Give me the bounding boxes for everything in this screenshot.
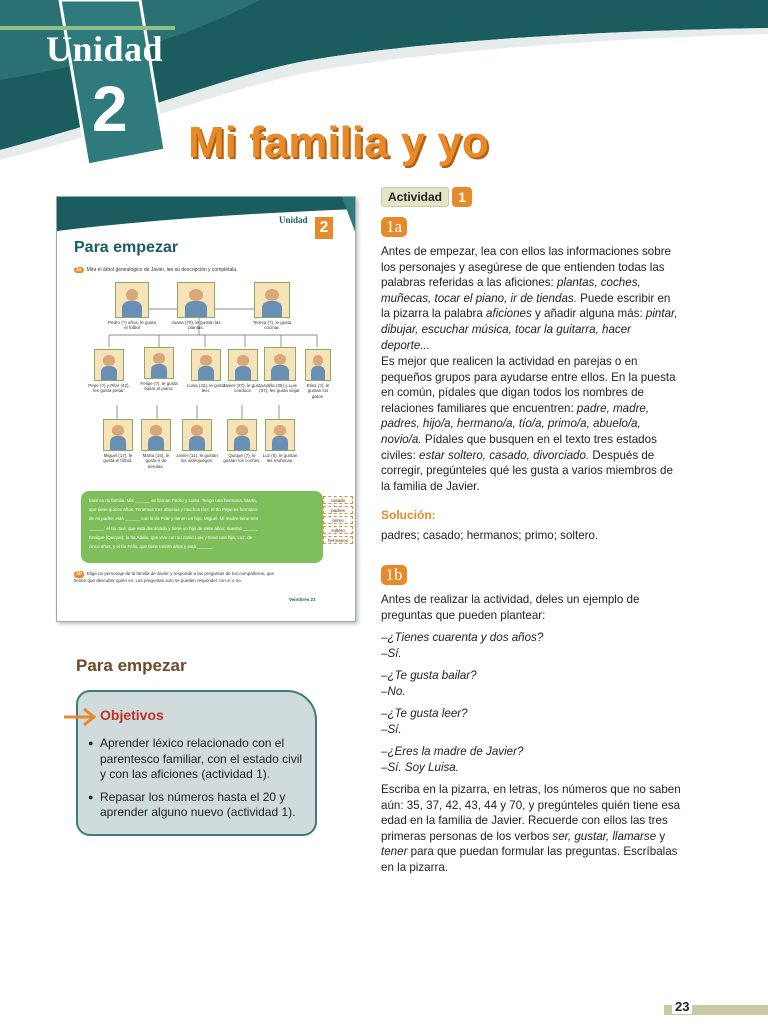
unit-number: 2 <box>92 73 128 145</box>
thumbnail-badge-1a: 1a <box>76 267 82 273</box>
word-bank-item: hermanos <box>323 536 353 544</box>
tree-person: Quique (7), le gustan los coches. <box>223 419 261 464</box>
tree-person: Pepe (?) y Pilar (42), les gusta pintar. <box>87 349 131 394</box>
thumbnail-part-b: 1b Elige un personaje de la familia de Javier y responde a las preguntas de tus compañeros, que tienen que descubrir quién es. Las preguntas solo se pueden responder con sí o no. <box>74 571 274 583</box>
thumbnail-word-bank <box>323 496 353 546</box>
activity-1b-paragraph: Escriba en la pizarra, en letras, los números que no saben aún: 35, 37, 42, 43, 44 y 70, y pregúnteles quién tiene esa edad en la familia de Javier. Recuerde con ellos las tres primeras personas de los verbos ser, gustar, llamarse y tener para que puedan formular las preguntas. Escríbalas en la pizarra. <box>381 783 681 874</box>
section-title: Para empezar <box>76 656 187 675</box>
activity-header <box>381 187 472 207</box>
dialogue-block: –¿Eres la madre de Javier? –Sí. Soy Luisa. <box>381 745 524 774</box>
tree-person: Marta (15), le gusta ir de tiendas. <box>137 419 175 469</box>
badge-1b: 1b <box>381 565 407 585</box>
word-bank-item: casado <box>323 496 353 504</box>
page-number: 23 <box>672 999 692 1014</box>
word-bank-item: primo <box>323 516 353 524</box>
word-bank-item: soltero <box>323 526 353 534</box>
activity-1b-intro: Antes de realizar la actividad, deles un ejemplo de preguntas que pueden plantear: <box>381 593 640 622</box>
thumbnail-unit-number: 2 <box>315 217 333 239</box>
dialogue-block: –¿Te gusta bailar? –No. <box>381 669 477 698</box>
arrow-icon <box>62 707 98 727</box>
thumbnail-heading: Para empezar <box>74 239 179 256</box>
word-bank-item: padres <box>323 506 353 514</box>
activity-1a-paragraph-2: Es mejor que realicen la actividad en parejas o en pequeños grupos para ayudarse entre ellos. En la puesta en común, pídales que digan todos los nombres de relaciones familiares que encuentren: padre, madre, padres, hijo/a, hermano/a, tío/a, primo/a, abuelo/a, novio/a. Pídales que busquen en el texto tres estados civiles: estar soltero, casado, divorciado. Después de corregir, pregúnteles qué les gusta a varios miembros de la familia de Javier. <box>381 355 676 493</box>
objective-item: ● Repasar los números hasta el 20 y aprender alguno nuevo (actividad 1). <box>88 790 310 821</box>
thumbnail-paragraph-box: Este es mi familia. Mis ______ se llaman Pedro y Luisa. Tengo una hermana, Marta, que tiene quince años. Tenemos tres abuelos y muchos tíos: el tío Pepe es hermano de mi padre; está ______ con la tía Pilar y tienen un hijo, Miguel. Mi madre tiene tres ______: el tío Javi, que está divorciado y tiene un hijo de siete años; nuestro ______ Enrique (Quique); la tía Adela, que vive con su novio Luis y tiene una hija, Luz, de cinco años, y el tío Félix, que tiene treinta años y está ______. <box>81 491 323 563</box>
tree-person: Adela (35) y Luis (37), les gusta viajar. <box>259 347 301 394</box>
tree-person: Miguel (17), le gusta el fútbol. <box>99 419 137 464</box>
page-title: Mi familia y yo <box>188 118 489 167</box>
tree-person: Juana (70), le gustan las plantas. <box>169 282 223 331</box>
tree-person: Teresa (?), le gusta cocinar. <box>247 282 297 331</box>
activity-1a-paragraph-1: Antes de empezar, lea con ellos las informaciones sobre los personajes y asegúrese de que entienden todas las palabras referidas a las aficiones: plantas, coches, muñecas, tocar el piano, ir de tiendas. Puede escribir en la pizarra la palabra aficiones y añadir alguna más: pintar, dibujar, escuchar música, tocar la guitarra, hacer deporte... <box>381 245 678 352</box>
solution-title: Solución: <box>381 508 436 522</box>
badge-1a: 1a <box>381 217 407 237</box>
objectives-list <box>88 736 310 828</box>
thumbnail-page-ref: Veintitrés 23 <box>289 597 316 602</box>
tree-person: Luz (5), le gustan las muñecas. <box>261 419 299 464</box>
tree-person: Felipe (?), le gusta bailar el piano. <box>137 347 181 392</box>
objective-item: ● Aprender léxico relacionado con el parentesco familiar, con el estado civil y con las aficiones (actividad 1). <box>88 736 310 783</box>
dialogue-block: –¿Te gusta leer? –Sí. <box>381 707 468 736</box>
thumbnail-badge-1b: 1b <box>76 571 82 577</box>
tree-person: Javier (11), le gustan los videojuegos. <box>175 419 219 464</box>
unidad-label: Unidad <box>46 29 164 69</box>
tree-person: Luisa (42), le gusta leer. <box>185 349 227 394</box>
objectives-title: Objetivos <box>100 707 164 723</box>
tree-person: Javier (37), le gusta conducir. <box>223 349 263 394</box>
activity-label: Actividad <box>381 187 449 207</box>
activity-number: 1 <box>452 187 472 207</box>
thumbnail-instruction: 1a Mira el árbol genealógico de Javier, lee su descripción y complétala. <box>76 267 238 273</box>
thumbnail-unidad-label: Unidad <box>279 215 308 225</box>
tree-person: Pedro (?) años, le gusta el fútbol <box>107 282 157 331</box>
dialogue-block: –¿Tienes cuarenta y dos años? –Sí. <box>381 631 544 660</box>
tree-person: Elisa (?), le gustan los gatos. <box>301 349 335 399</box>
solution-text: padres; casado; hermanos; primo; soltero. <box>381 529 599 542</box>
student-page-thumbnail <box>56 196 356 622</box>
